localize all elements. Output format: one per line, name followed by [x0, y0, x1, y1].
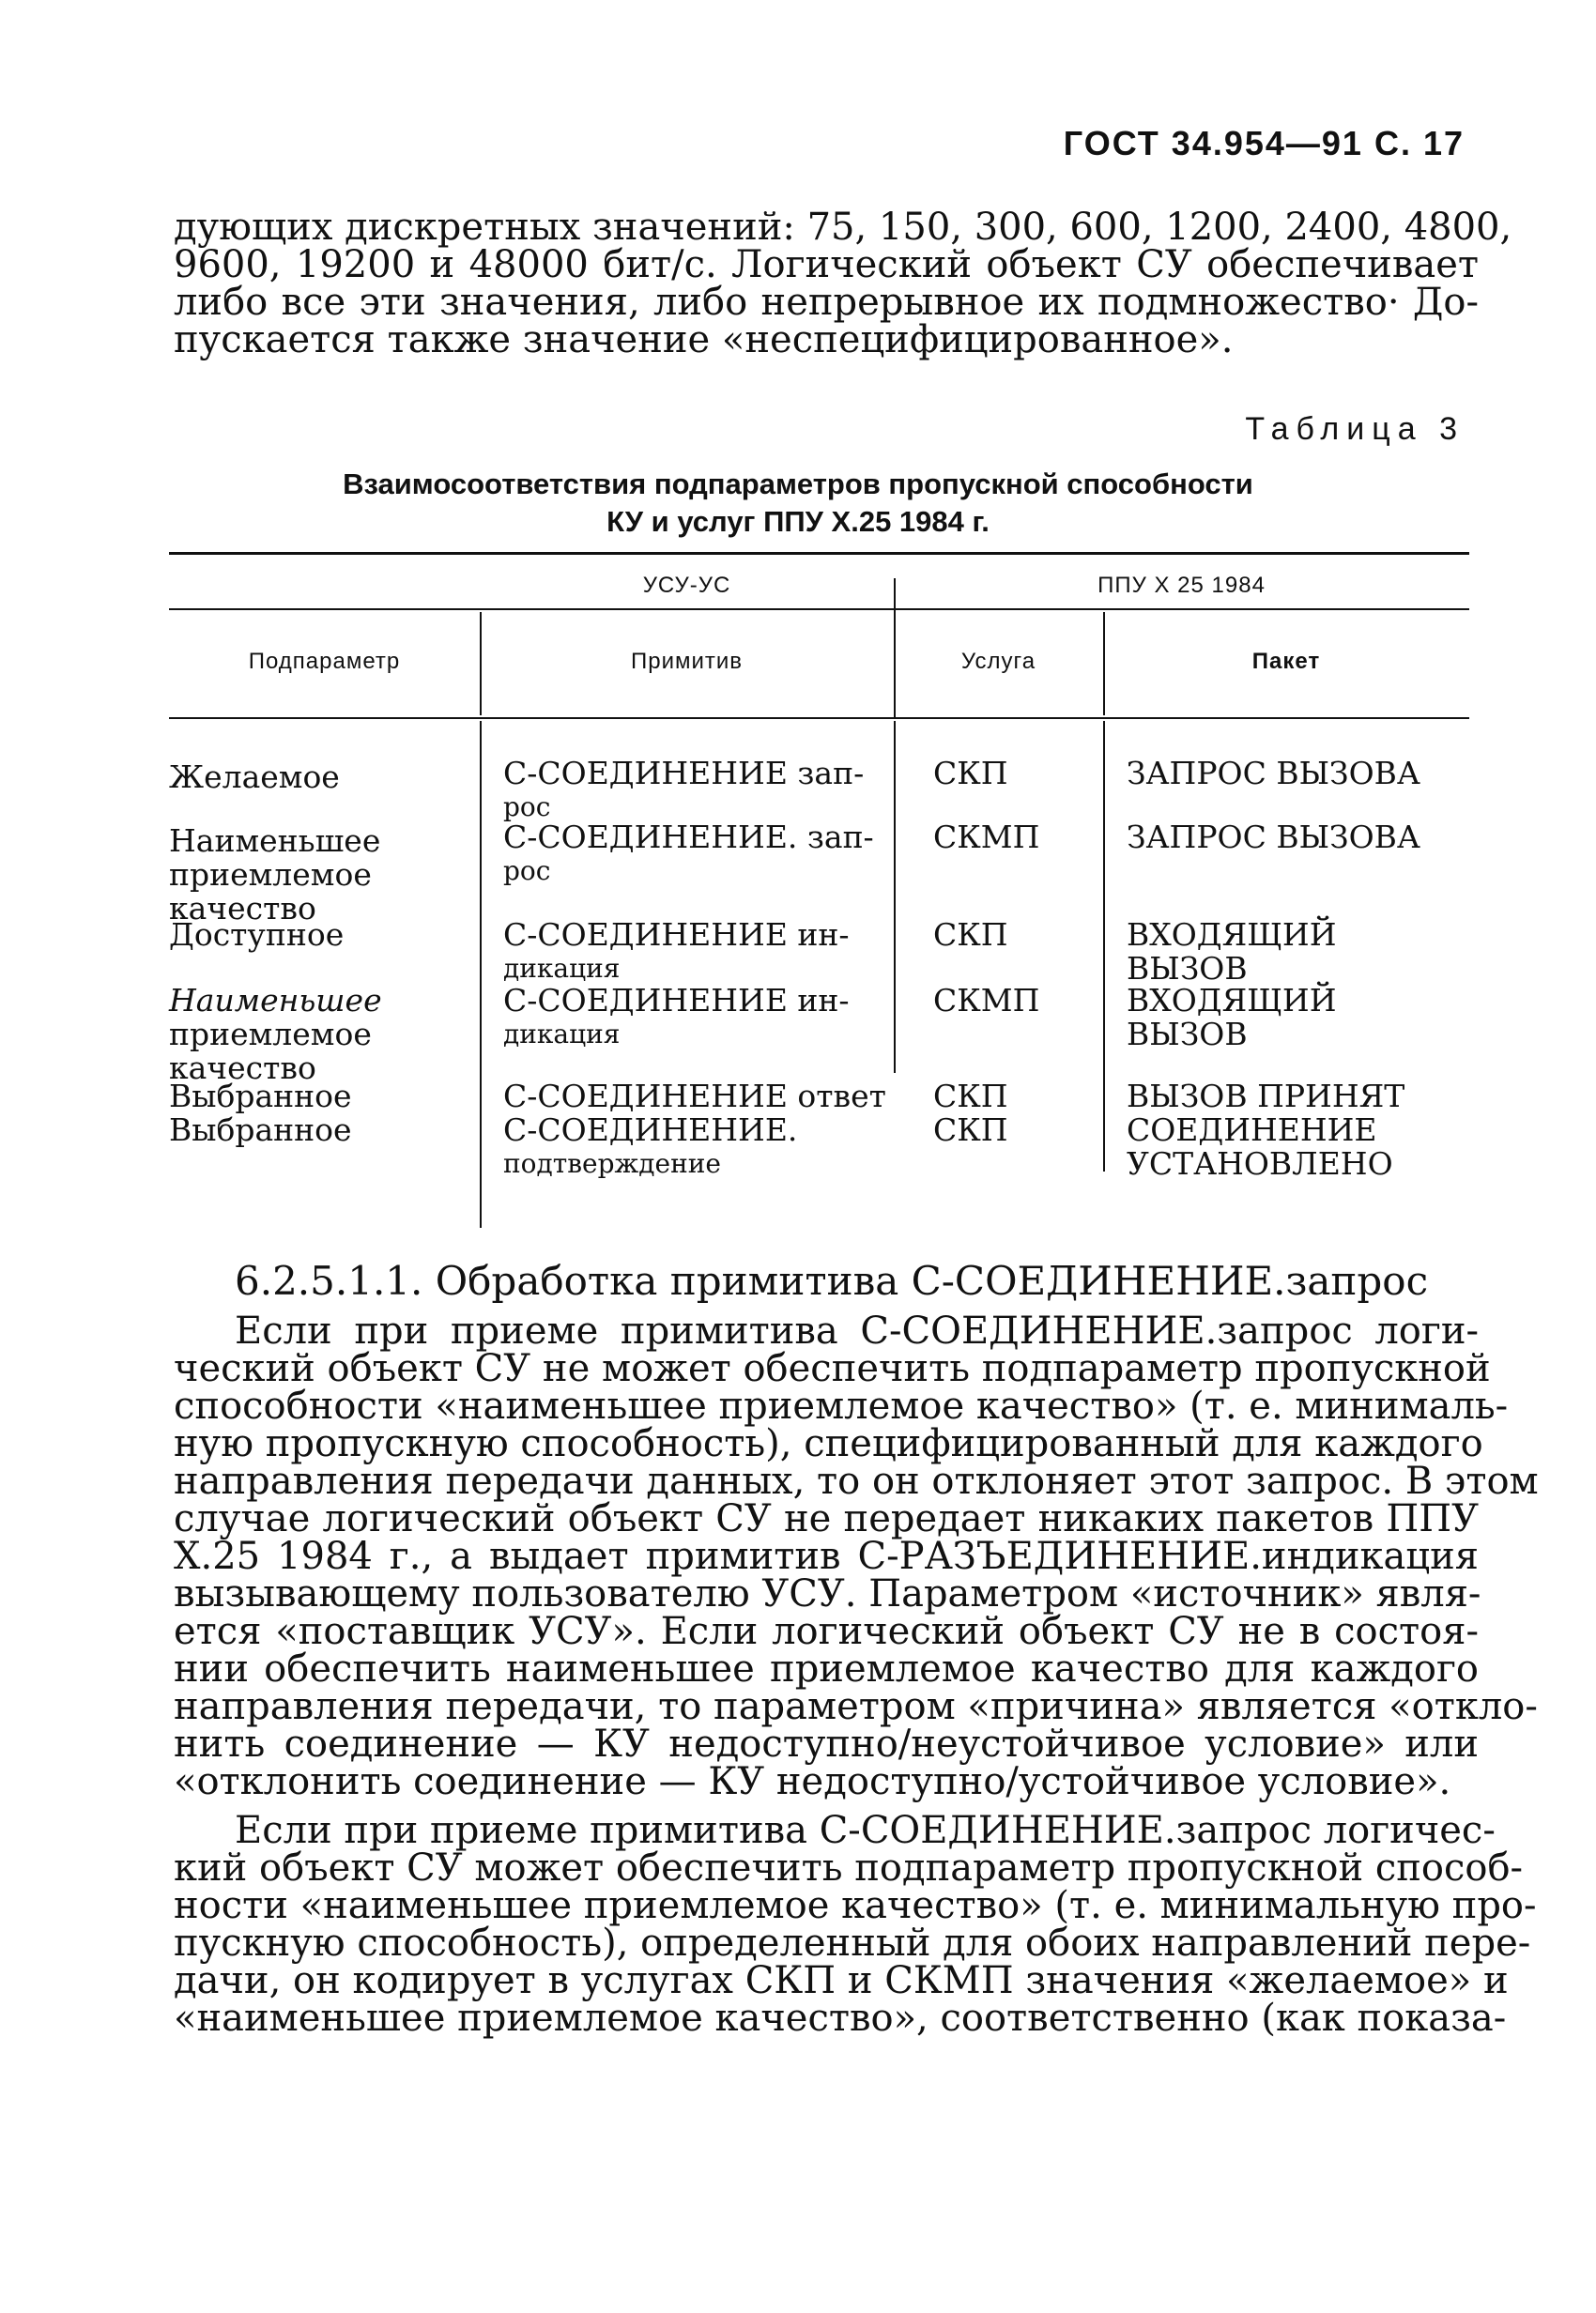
- column-header: Услуга: [960, 649, 1036, 674]
- intro-line: 9600, 19200 и 48000 бит/с. Логический объект СУ обеспечивает: [174, 243, 1479, 286]
- cell-text: Выбранное: [169, 1111, 352, 1148]
- table-cell-param: [169, 760, 340, 794]
- cell-text: ВЫЗОВ: [1127, 1016, 1248, 1052]
- page-header: ГОСТ 34.954—91 С. 17: [1063, 124, 1465, 162]
- table-cell-param: [169, 1080, 352, 1113]
- cell-text: качество: [169, 1049, 316, 1086]
- table-caption: Таблица 3: [1245, 411, 1465, 447]
- table-cell-packet: [1127, 757, 1420, 790]
- table-cell-service: СКП: [933, 1078, 1008, 1114]
- table-cell-packet: [1127, 918, 1337, 986]
- cell-text: С-СОЕДИНЕНИЕ.: [503, 1111, 798, 1148]
- column-header: Пакет: [1251, 649, 1321, 674]
- cell-text: С-СОЕДИНЕНИЕ ин-: [503, 916, 850, 953]
- cell-text: дикация: [503, 1019, 621, 1049]
- table-cell-param: [169, 984, 382, 1085]
- paragraph-line: нии обеспечить наименьшее приемлемое качество для каждого: [174, 1647, 1479, 1691]
- paragraph-line: ности «наименьшее приемлемое качество» (т. е. минимальную про-: [174, 1884, 1537, 1927]
- cell-text: ВХОДЯЩИЙ: [1127, 916, 1337, 953]
- table-divider: [1103, 721, 1105, 1172]
- paragraph-line: ческий объект СУ не может обеспечить подпараметр пропускной: [174, 1347, 1491, 1390]
- cell-text: СОЕДИНЕНИЕ: [1127, 1111, 1377, 1148]
- cell-text: С-СОЕДИНЕНИЕ. зап-: [503, 819, 874, 855]
- paragraph-line: Если при приеме примитива С-СОЕДИНЕНИЕ.запрос логи-: [235, 1310, 1479, 1353]
- cell-text: приемлемое: [169, 1016, 372, 1052]
- paragraph-line: направления передачи, то параметром «причина» является «откло-: [174, 1685, 1538, 1728]
- paragraph-line: дачи, он кодирует в услугах СКП и СКМП значения «желаемое» и: [174, 1959, 1509, 2002]
- cell-text: дикация: [503, 953, 621, 984]
- paragraph-line: нить соединение — КУ недоступно/неустойчивое условие» или: [174, 1723, 1479, 1766]
- intro-paragraph: [174, 206, 1512, 361]
- cell-text: ВЫЗОВ ПРИНЯТ: [1127, 1078, 1405, 1114]
- cell-text: ЗАПРОС ВЫЗОВА: [1127, 755, 1420, 791]
- cell-text: Выбранное: [169, 1078, 352, 1114]
- table-cell-primitive: [503, 918, 850, 986]
- table-cell-packet: [1127, 1113, 1393, 1181]
- cell-text: Желаемое: [169, 758, 340, 795]
- cell-text: качество: [169, 890, 316, 927]
- cell-text: УСТАНОВЛЕНО: [1127, 1145, 1393, 1182]
- intro-line: либо все эти значения, либо непрерывное их подмножество· До-: [174, 281, 1479, 324]
- intro-line: пускается также значение «неспецифицированное».: [174, 318, 1234, 361]
- table-cell-service: СКП: [933, 1111, 1008, 1148]
- table-cell-packet: [1127, 1080, 1404, 1113]
- table-cell-service: СКП: [933, 916, 1008, 953]
- paragraph-line: ется «поставщик УСУ». Если логический объект СУ не в состоя-: [174, 1610, 1479, 1653]
- cell-text: рос: [503, 855, 551, 886]
- cell-text: Доступное: [169, 916, 345, 953]
- cell-text: ВЫЗОВ: [1127, 950, 1248, 987]
- table-cell-param: [169, 1113, 352, 1147]
- paragraph-line: пускную способность), определенный для обоих направлений пере-: [174, 1922, 1531, 1965]
- table-header-rule: [169, 717, 1469, 719]
- cell-text: С-СОЕДИНЕНИЕ зап-: [503, 755, 865, 791]
- table-group-rule: [169, 608, 1469, 610]
- cell-text: Наименьшее: [169, 822, 381, 859]
- table-cell-service: СКП: [933, 755, 1008, 791]
- table-cell-service: СКМП: [933, 982, 1040, 1019]
- paragraph-line: «отклонить соединение — КУ недоступно/устойчивое условие».: [174, 1760, 1451, 1803]
- cell-text: ВХОДЯЩИЙ: [1127, 982, 1337, 1019]
- table-cell-primitive: [503, 757, 864, 824]
- paragraph-line: X.25 1984 г., а выдает примитив С-РАЗЪЕДИНЕНИЕ.индикация: [174, 1535, 1479, 1578]
- table-cell-packet: [1127, 984, 1337, 1051]
- table-title-line: КУ и услуг ППУ X.25 1984 г.: [606, 505, 990, 538]
- cell-text: С-СОЕДИНЕНИЕ ин-: [503, 982, 850, 1019]
- table-title-line: Взаимосоответствия подпараметров пропускной способности: [343, 467, 1253, 500]
- column-header: Подпараметр: [248, 649, 401, 674]
- table-top-rule: [169, 552, 1469, 555]
- section-heading: 6.2.5.1.1. Обработка примитива С-СОЕДИНЕНИЕ.запрос: [235, 1258, 1429, 1304]
- cell-text: приемлемое: [169, 856, 372, 893]
- paragraph-line: способности «наименьшее приемлемое качество» (т. е. минималь-: [174, 1385, 1509, 1428]
- paragraph-line: вызывающему пользователю УСУ. Параметром «источник» явля-: [174, 1572, 1481, 1616]
- table-cell-param: [169, 824, 380, 926]
- body-paragraph-1: [174, 1310, 1539, 1803]
- table-divider: [480, 721, 482, 1228]
- table-cell-param: [169, 918, 344, 952]
- table-divider: [894, 721, 896, 1073]
- table-cell-primitive: [503, 984, 850, 1051]
- cell-text: рос: [503, 791, 551, 822]
- table-cell-packet: [1127, 820, 1420, 854]
- table-title: [0, 466, 1596, 541]
- table-cell-primitive: [503, 1113, 797, 1181]
- table-cell-service: СКМП: [933, 819, 1040, 855]
- body-paragraph-2: [174, 1809, 1537, 2040]
- cell-text: подтверждение: [503, 1148, 721, 1179]
- column-header: Примитив: [630, 649, 744, 674]
- paragraph-line: «наименьшее приемлемое качество», соответственно (как показа-: [174, 1997, 1507, 2040]
- cell-text: Наименьшее: [169, 982, 382, 1019]
- paragraph-line: кий объект СУ может обеспечить подпараметр пропускной способ-: [174, 1846, 1524, 1890]
- paragraph-line: случае логический объект СУ не передает никаких пакетов ППУ: [174, 1497, 1479, 1540]
- group-header-left: УСУ-УС: [642, 573, 731, 598]
- group-header-right: ППУ X 25 1984: [1097, 573, 1266, 598]
- paragraph-line: Если при приеме примитива С-СОЕДИНЕНИЕ.запрос логичес-: [235, 1809, 1496, 1852]
- paragraph-line: ную пропускную способность), специфицированный для каждого: [174, 1422, 1483, 1465]
- table-cell-primitive: [503, 1080, 886, 1113]
- cell-text: ЗАПРОС ВЫЗОВА: [1127, 819, 1420, 855]
- data-table: [169, 552, 1469, 1228]
- cell-text: С-СОЕДИНЕНИЕ ответ: [503, 1078, 886, 1114]
- paragraph-line: направления передачи данных, то он отклоняет этот запрос. В этом: [174, 1460, 1539, 1503]
- table-cell-primitive: [503, 820, 874, 888]
- intro-line: дующих дискретных значений: 75, 150, 300, 600, 1200, 2400, 4800,: [174, 206, 1512, 249]
